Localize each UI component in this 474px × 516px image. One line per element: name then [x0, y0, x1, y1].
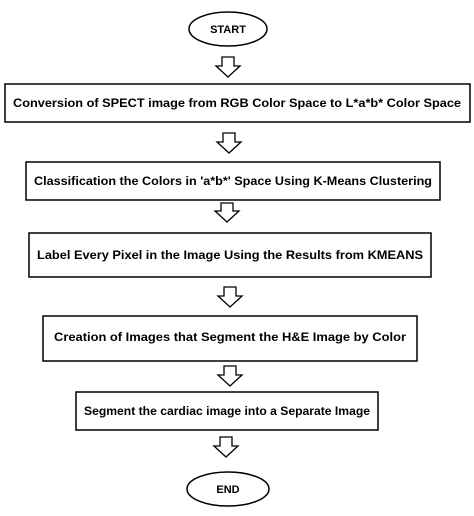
end-label: END — [216, 484, 240, 496]
step-creation-label: Creation of Images that Segment the H&E Image by Color — [54, 330, 407, 344]
down-arrow-icon — [215, 203, 239, 222]
step-creation-box — [43, 316, 417, 361]
step-conversion-label: Conversion of SPECT image from RGB Color Space to L*a*b* Color Space — [13, 96, 462, 110]
down-arrow-icon — [214, 437, 238, 457]
step-segment-box — [76, 392, 378, 430]
step-segment-label: Segment the cardiac image into a Separate Image — [84, 404, 371, 418]
step-classification-box — [26, 162, 440, 200]
step-label-pixels-box — [29, 233, 431, 277]
down-arrow-icon — [218, 366, 242, 386]
end-terminal — [187, 472, 269, 506]
step-label-pixels-label: Label Every Pixel in the Image Using the Results from KMEANS — [37, 248, 423, 262]
down-arrow-icon — [218, 287, 242, 307]
down-arrow-icon — [216, 57, 240, 77]
start-terminal — [189, 12, 267, 46]
step-classification-label: Classification the Colors in 'a*b*' Space Using K-Means Clustering — [34, 174, 433, 188]
step-conversion-box — [5, 84, 470, 122]
start-label: START — [210, 24, 246, 36]
down-arrow-icon — [217, 133, 241, 153]
